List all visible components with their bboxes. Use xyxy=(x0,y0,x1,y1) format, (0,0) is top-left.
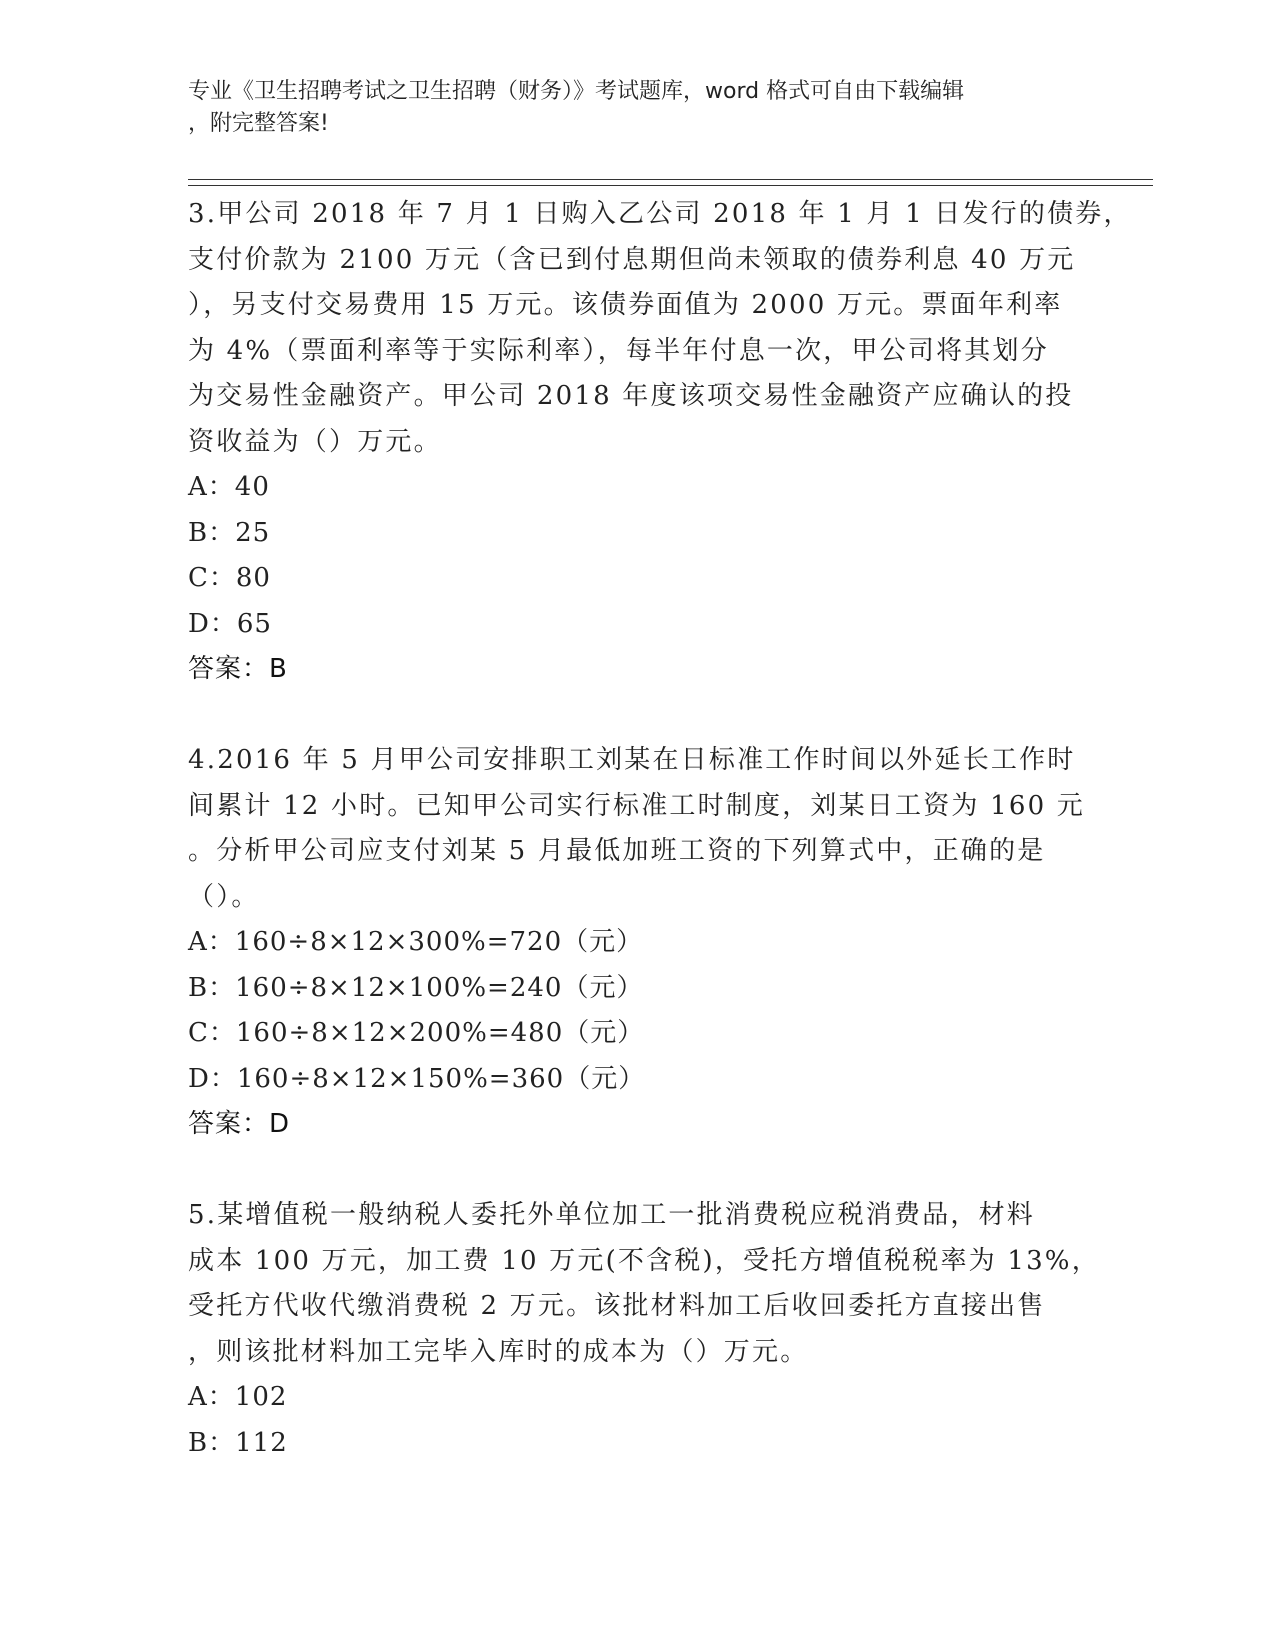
option-b: B：160÷8×12×100%=240（元） xyxy=(188,972,644,1003)
question-stem-line: 资收益为（）万元。 xyxy=(188,426,442,457)
option-d: D：65 xyxy=(188,608,272,639)
question-stem-line: 为交易性金融资产。甲公司 2018 年度该项交易性金融资产应确认的投 xyxy=(188,381,1074,411)
document-header xyxy=(188,76,1068,140)
question-stem-line: 间累计 12 小时。已知甲公司实行标准工时制度，刘某日工资为 160 元 xyxy=(188,790,1085,821)
question-stem-line: 受托方代收代缴消费税 2 万元。该批材料加工后收回委托方直接出售 xyxy=(188,1291,1046,1321)
header-line-2: ，附完整答案! xyxy=(188,111,329,136)
question-stem-line: 4.2016 年 5 月甲公司安排职工刘某在日标准工作时间以外延长工作时 xyxy=(188,745,1076,775)
question-4 xyxy=(188,738,1088,1148)
header-divider-top xyxy=(188,179,1153,180)
option-b: B：25 xyxy=(188,517,271,548)
option-a: A：160÷8×12×300%=720（元） xyxy=(188,927,644,957)
question-3 xyxy=(188,192,1132,693)
question-spacer xyxy=(188,1148,1088,1194)
question-stem-line: 为 4%（票面利率等于实际利率），每半年付息一次，甲公司将其划分 xyxy=(188,335,1049,366)
option-a: A：40 xyxy=(188,472,270,502)
option-d: D：160÷8×12×150%=360（元） xyxy=(188,1063,646,1094)
question-stem-line: 5.某增值税一般纳税人委托外单位加工一批消费税应税消费品，材料 xyxy=(188,1200,1036,1230)
option-b: B：112 xyxy=(188,1427,288,1458)
question-stem-line: 成本 100 万元，加工费 10 万元(不含税)，受托方增值税税率为 13%， xyxy=(188,1245,1100,1276)
question-spacer xyxy=(188,693,1088,739)
question-stem-line: 。分析甲公司应支付刘某 5 月最低加班工资的下列算式中，正确的是 xyxy=(188,836,1046,866)
question-stem-line: 3.甲公司 2018 年 7 月 1 日购入乙公司 2018 年 1 月 1 日发行的债券， xyxy=(188,199,1132,229)
header-divider-bottom xyxy=(188,185,1153,186)
header-line-1: 专业《卫生招聘考试之卫生招聘（财务）》考试题库，word 格式可自由下载编辑 xyxy=(188,79,965,104)
answer-line: 答案：B xyxy=(188,654,288,684)
option-c: C：80 xyxy=(188,563,271,593)
question-stem-line: ），另支付交易费用 15 万元。该债券面值为 2000 万元。票面年利率 xyxy=(188,290,1063,320)
option-a: A：102 xyxy=(188,1382,288,1412)
question-5 xyxy=(188,1193,1100,1466)
answer-line: 答案：D xyxy=(188,1109,291,1139)
question-list xyxy=(188,192,1132,1466)
question-stem-line: 支付价款为 2100 万元（含已到付息期但尚未领取的债券利息 40 万元 xyxy=(188,244,1076,275)
option-c: C：160÷8×12×200%=480（元） xyxy=(188,1018,645,1048)
question-stem-line: （）。 xyxy=(188,881,260,912)
question-stem-line: ，则该批材料加工完毕入库时的成本为（）万元。 xyxy=(188,1336,809,1367)
